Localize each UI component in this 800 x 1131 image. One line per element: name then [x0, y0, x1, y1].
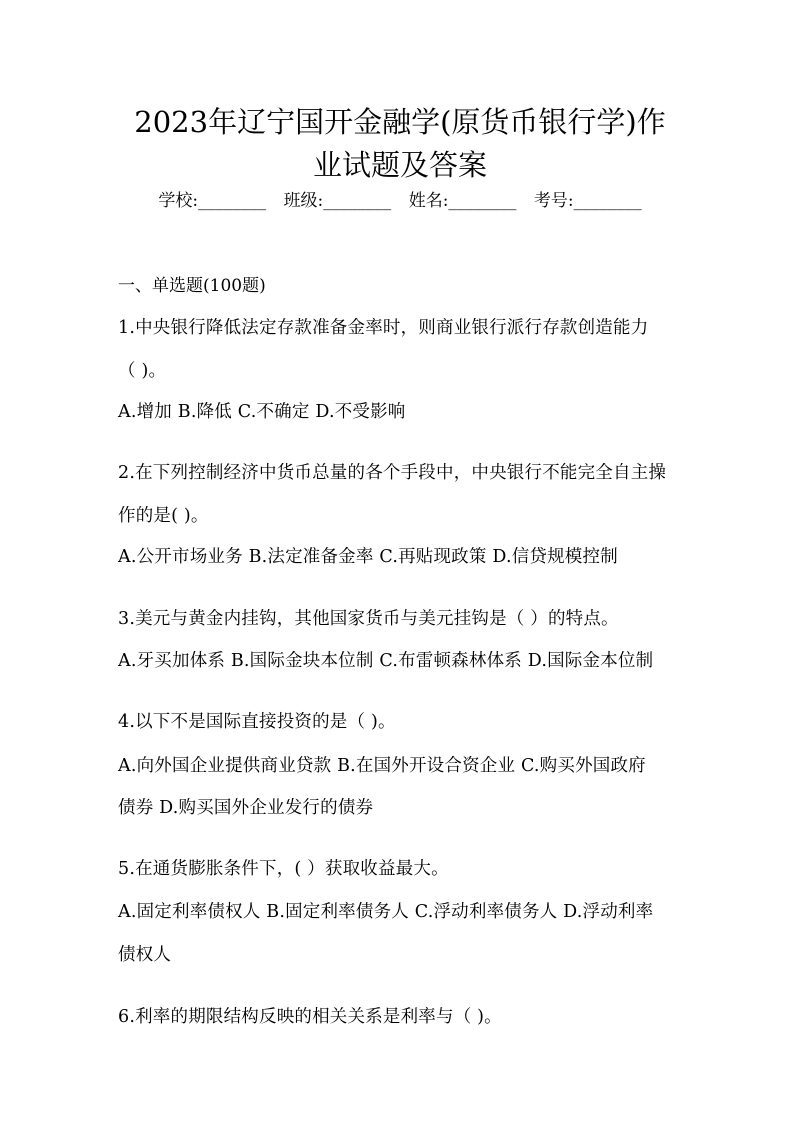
question-6-stem: 6.利率的期限结构反映的相关关系是利率与（ )。 — [118, 1007, 502, 1027]
question-2-options: A.公开市场业务 B.法定准备金率 C.再贴现政策 D.信贷规模控制 — [118, 547, 618, 567]
section-heading: 一、单选题(100题) — [118, 276, 266, 296]
question-5-stem: 5.在通货膨胀条件下，( ）获取收益最大。 — [118, 859, 449, 879]
student-info-row — [0, 186, 800, 216]
question-4-stem: 4.以下不是国际直接投资的是（ )。 — [118, 712, 396, 732]
school-field: 学校:________ — [158, 191, 267, 211]
question-1-options: A.增加 B.降低 C.不确定 D.不受影响 — [118, 402, 406, 422]
title-line-2: 业试题及答案 — [312, 148, 487, 182]
question-1-stem-line-1: 1.中央银行降低法定存款准备金率时，则商业银行派行存款创造能力 — [118, 318, 649, 338]
question-5-options-line-2: 债权人 — [118, 945, 172, 965]
exam-number-field: 考号:________ — [533, 191, 642, 211]
question-4-options-line-1: A.向外国企业提供商业贷款 B.在国外开设合资企业 C.购买外国政府 — [118, 756, 646, 776]
question-3-stem: 3.美元与黄金内挂钩，其他国家货币与美元挂钩是（ ）的特点。 — [118, 609, 619, 629]
title-line-1: 2023年辽宁国开金融学(原货币银行学)作 — [134, 105, 666, 139]
class-field: 班级:________ — [283, 191, 392, 211]
question-2-stem-line-2: 作的是( )。 — [118, 506, 209, 526]
name-field: 姓名:________ — [408, 191, 517, 211]
question-3-options: A.牙买加体系 B.国际金块本位制 C.布雷顿森林体系 D.国际金本位制 — [118, 651, 654, 671]
question-1-stem-line-2: （ )。 — [118, 361, 167, 381]
question-2-stem-line-1: 2.在下列控制经济中货币总量的各个手段中，中央银行不能完全自主操 — [118, 463, 667, 483]
question-4-options-line-2: 债券 D.购买国外企业发行的债券 — [118, 798, 374, 818]
question-5-options-line-1: A.固定利率债权人 B.固定利率债务人 C.浮动利率债务人 D.浮动利率 — [118, 902, 654, 922]
